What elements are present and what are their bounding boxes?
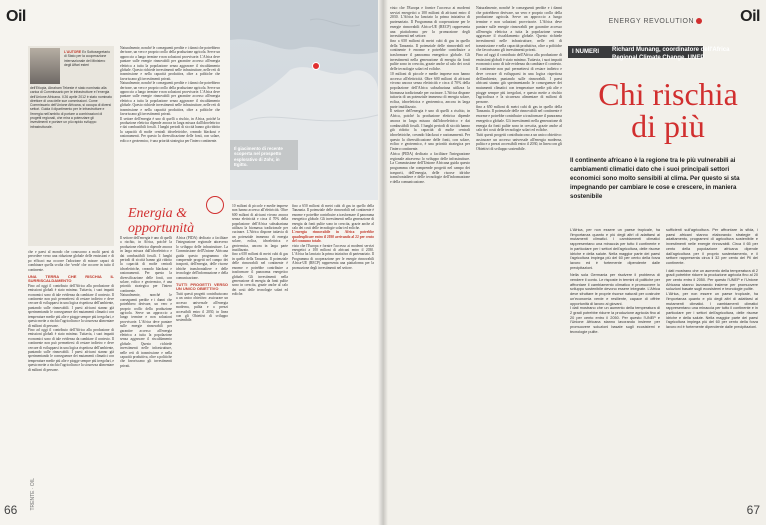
- subhead-obiettivo: TUTTI PROGETTI VERSO UN UNICO OBIETTIVO: [176, 282, 228, 292]
- column-1-intro: che e paesi al mondo che conoscono a molti paesi di precedere verso una riduzione globale delle emissioni e di po efficaci ma occorre l'adozione di misure capaci di combinare quella svolta che 'verde' che occorre in tutto il continente.: [28, 250, 114, 272]
- column-5-body-cont: fino a 650 milioni di metri cubi di gas in quello della Tanzania. Il potenziale delle rinnovabili nel continente è enorme e potrebbe contribuire a trasformare il panorama energetico globale. Gli investimenti nella generazione di energia da fonti pulite sono in crescita, grazie anche al calo dei costi delle tecnologie solari ed eoliche.: [232, 252, 288, 297]
- map-graphic: [230, 0, 378, 200]
- column-2: [120, 46, 220, 143]
- right-page-column-1-cont: fino a 650 milioni di metri cubi di gas in quello della Tanzania. Il potenziale delle rinnovabili nel continente è enorme e potrebbe contribuire a trasformare il panorama energetico globale. Gli investimenti nella generazione di energia da fonti pulite sono in crescita, grazie anche al calo dei costi delle tecnologie solari ed eoliche.: [390, 38, 470, 72]
- article-title-line-2: di più: [631, 108, 705, 144]
- article-lead: Il continente africano è la regione tra le più vulnerabili ai cambiamenti climatici dato che i suoi principali settori economici sono molto sensibili al clima. Per questo si sta impegnando per cambiare le cose e crescere, in maniera sostenibile: [570, 157, 740, 200]
- article-column-2: [666, 228, 758, 330]
- author-photo: [30, 48, 60, 84]
- right-page-column-2-cont2: fino a 650 milioni di metri cubi di gas in quello della Tanzania. Il potenziale delle rinnovabili nel continente è enorme e potrebbe contribuire a trasformare il panorama energetico globale. Gli investimenti nella generazione di energia da fonti pulite sono in crescita, grazie anche al calo dei costi delle tecnologie solari ed eoliche.: [476, 104, 562, 133]
- author-bio-intro: [64, 50, 112, 67]
- column-4-body: Africa (PIDA) dedicato a facilitare l'integrazione regionale attraverso lo sviluppo delle infrastrutture. La Commissione dell'Unione Africana guida questo programma che comprende progetti nel campo dei trasporti, dell'energia, delle risorse idriche transfrontaliere e delle tecnologie dell'informazione e della comunicazione.: [176, 236, 228, 280]
- right-page-column-1-cont3: Il settore dell'energia è uno di quelli a rischio, in Africa, poiché la produzione elettrica dipende ancora in larga misura dall'idroelettrico e dai combustibili fossili. I lunghi periodi di siccità hanno già ridotto la capacità di molte centrali idroelettriche, creando blackout e razionamenti. Per questo la diversificazione delle fonti, con solare, eolico e geotermico, è una priorità strategica per l'intero continente.: [390, 109, 470, 152]
- article-column-1-body3: I dati mostrano che un aumento della temperatura di 2 gradi potrebbe ridurre la produzione agricola fino al 20 per cento entro il 2050. Per questo l'UNEP e l'Unione Africana stanno lavorando insieme per promuovere soluzioni basate sugli ecosistemi e tecnologie pulite.: [570, 306, 660, 334]
- column-4-body2: Tutti questi progetti contribuiscono a un unico obiettivo: assicurare un accesso universale all'energia moderna, pulita e a prezzi accessibili entro il 2030, in linea con gli Obiettivi di sviluppo sostenibile.: [176, 291, 228, 323]
- article-title: [578, 78, 758, 142]
- numbers-banner-label: I NUMERI: [572, 49, 599, 55]
- renewables-highlight: L'energia rinnovabile in Africa potrebbe quadruplicare entro il 2030 arrivando al 22 per cento del consumo totale.: [292, 230, 374, 244]
- energy-title: Energia & opportunità: [128, 206, 195, 236]
- right-page-column-1-cont2: 10 milioni di piccole e medie imprese non hanno accesso all'elettricità. Oltre 600 milioni di africani vivono ancora senza elettricità e circa il 70% della popolazione dell'Africa subsahariana utilizza la biomassa tradizionale per cucinare. L'Africa dispone tuttavia di un potenziale immenso di energia solare, eolica, idroelettrica e geotermica, ancora in larga parte inutilizzato.: [390, 71, 470, 109]
- section-dot-icon: [696, 18, 702, 24]
- article-title-line-1: Chi rischia: [598, 76, 738, 112]
- right-page-column-2-body: Naturalmente, nonché le conseguenti perdite e i danni che potrebbero derivare, un vero e proprio crollo della produzione agricola. Serve un approccio a lungo termine e non soluzioni provvisorie. L'Africa deve puntare sulle energie rinnovabili per garantire accesso all'energia elettrica a tutta la popolazione senza aggravare il riscaldamento globale. Questo richiede investimenti nelle infrastrutture, nelle reti di trasmissione e nella capacità produttiva, oltre a politiche che favoriscano gli investimenti privati.: [476, 6, 562, 53]
- page-number-right: 67: [746, 503, 760, 517]
- right-page-column-2: [476, 6, 562, 152]
- section-label: ENERGY REVOLUTION: [608, 18, 694, 25]
- right-page-column-1: [390, 6, 470, 185]
- right-page-column-2-cont: Fino ad oggi il contributo dell'Africa alla produzione di emissioni globali è stato minimo. Tuttavia, i suoi impatti economici sono di tale evidenza da cambiare il contesto. Il continente non può permettersi di restare indietro e deve cercare di svilupparsi in una logica rispettosa dell'ambiente, puntando sulle rinnovabili. I paesi africani stanno già sperimentando le conseguenze dei mutamenti climatici con temperature medie più alte e piogge sempre più irregolari, e questo mette a rischio l'agricoltura e la sicurezza alimentare di milioni di persone.: [476, 53, 562, 105]
- column-1-body: Fino ad oggi il contributo dell'Africa alla produzione di emissioni globali è stato minimo. Tuttavia, i suoi impatti economici sono di tale evidenza da cambiare il contesto. Il continente non può permettersi di restare indietro e deve cercare di svilupparsi in una logica rispettosa dell'ambiente, puntando sulle rinnovabili. I paesi africani stanno già sperimentando le conseguenze dei mutamenti climatici con temperature medie più alte e piogge sempre più irregolari, e questo mette a rischio l'agricoltura e la sicurezza alimentare di milioni di persone.: [28, 283, 115, 328]
- column-3-body-cont: Naturalmente, nonché le conseguenti perdite e i danni che potrebbero derivare, un vero e proprio crollo della produzione agricola. Serve un approccio a lungo termine e non soluzioni provvisorie. L'Africa deve puntare sulle energie rinnovabili per garantire accesso all'energia elettrica a tutta la popolazione senza aggravare il riscaldamento globale. Questo richiede investimenti nelle infrastrutture, nelle reti di trasmissione e nella capacità produttiva, oltre a politiche che favoriscano gli investimenti privati.: [120, 293, 172, 368]
- article-column-2-body3: L'Africa, per non essere un paese tropicale, ha l'importanza quanto e più degli altri di adattarsi ai mutamenti climatici. I cambiamenti climatici rappresentano una minaccia per tutto il continente e in particolare per i settori dell'agricoltura, delle risorse idriche e della salute. Nella maggior parte dei paesi l'agricoltura impiega più del 60 per cento della forza lavoro ed è fortemente dipendente dalle precipitazioni.: [666, 292, 758, 330]
- subhead-surriscaldamento: UNA TERRA CHE RISCHIA IL SURRISCALDAMENTO: [28, 274, 114, 284]
- numbers-banner-person: Richard Munang, coordinatore dell'Africa Regional Climate Change, UNEP: [612, 47, 730, 61]
- author-label: L'AUTORE: [64, 50, 82, 54]
- column-2-body-cont: Naturalmente, nonché le conseguenti perdite e i danni che potrebbero derivare, un vero e proprio crollo della produzione agricola. Serve un approccio a lungo termine e non soluzioni provvisorie. L'Africa deve puntare sulle energie rinnovabili per garantire accesso all'energia elettrica a tutta la popolazione senza aggravare il riscaldamento globale. Questo richiede investimenti nelle infrastrutture, nelle reti di trasmissione e nella capacità produttiva, oltre a politiche che favoriscano gli investimenti privati.: [120, 81, 220, 117]
- author-bio-body: dell'Etiopia, Abraham Tekeste è stato nominato alla carica di Commissario per le infrastrutture e l'energia dell'Unione Africana. Il 26 aprile 2012 è stato nominato direttore di una delle sue commissioni. Come Commissario dell'Unione Africana, si occupa di diversi settori. Guida il dipartimento per le infrastrutture e l'energia nell'ambito di portare a combinazioni di progetti regionali, che mira a potenziare gli investimenti e portare un più rapido sviluppo infrastrutturale.: [30, 86, 112, 129]
- column-3-body: Il settore dell'energia è uno di quelli a rischio, in Africa, poiché la produzione elettrica dipende ancora in larga misura dall'idroelettrico e dai combustibili fossili. I lunghi periodi di siccità hanno già ridotto la capacità di molte centrali idroelettriche, creando blackout e razionamenti. Per questo la diversificazione delle fonti, con solare, eolico e geotermico, è una priorità strategica per l'intero continente.: [120, 236, 172, 293]
- zohr-pin-icon: [312, 62, 320, 70]
- column-6-body-cont: visto che l'Europa e fornire l'accesso ai moderni servizi energetici a 100 milioni di africani entro il 2030. L'Africa ha lanciato la prima iniziativa di partenariato. Il Programma di cooperazione per le energie rinnovabili Africa-UE (RECP) rappresenta una piattaforma per la promozione degli investimenti nel settore.: [292, 243, 374, 270]
- side-tag: TRENTE · OIL: [30, 478, 36, 511]
- gas-field-map: [230, 0, 378, 200]
- magazine-logo: Oil: [6, 8, 26, 25]
- column-3: [120, 236, 172, 368]
- column-2-body: Naturalmente, nonché le conseguenti perdite e i danni che potrebbero derivare, un vero e proprio crollo della produzione agricola. Serve un approccio a lungo termine e non soluzioni provvisorie. L'Africa deve puntare sulle energie rinnovabili per garantire accesso all'energia elettrica a tutta la popolazione senza aggravare il riscaldamento globale. Questo richiede investimenti nelle infrastrutture, nelle reti di trasmissione e nella capacità produttiva, oltre a politiche che favoriscano gli investimenti privati.: [120, 46, 220, 81]
- article-column-1: [570, 228, 660, 334]
- column-1: [28, 250, 114, 372]
- author-bio-top: Ex Sottosegretario di Stato per la cooperazione internazionale del Ministero degli Affari esteri: [64, 50, 110, 67]
- article-column-1-body2: Nella sola Germania per risolvere il problema di vendere il conto. Le risposte in termini di politiche per affrontare il cambiamento climatico e promuovere lo sviluppo sostenibile devono essere integrate. L'Africa deve sfruttare le proprie risorse naturali per costruire un'economia verde e resiliente, capace di offrire opportunità di lavoro ai giovani.: [570, 273, 660, 306]
- magazine-logo-right: Oil: [740, 8, 760, 25]
- column-6: [292, 204, 374, 270]
- column-5: [232, 204, 288, 297]
- article-column-1-body: L'Africa, per non essere un paese tropicale, ha l'importanza quanto e più degli altri di adattarsi ai mutamenti climatici. I cambiamenti climatici rappresentano una minaccia per tutto il continente e in particolare per i settori dell'agricoltura, delle risorse idriche e della salute. Nella maggior parte dei paesi l'agricoltura impiega più del 60 per cento della forza lavoro ed è fortemente dipendente dalle precipitazioni.: [570, 228, 660, 270]
- article-column-2-body: sufficienti sull'agricoltura. Per affrontare la sfida, i paesi africani stanno elaborando strategie di adattamento, programmi di agricoltura sostenibile e investimenti nelle energie rinnovabili. Circa il 65 per cento della popolazione africana dipende dall'agricoltura per il proprio sostentamento, e il settore rappresenta circa il 32 per cento del Pil del continente.: [666, 228, 758, 265]
- page-number-left: 66: [4, 503, 18, 517]
- column-1-body-cont: Fino ad oggi il contributo dell'Africa alla produzione di emissioni globali è stato minimo. Tuttavia, i suoi impatti economici sono di tale evidenza da cambiare il contesto. Il continente non può permettersi di restare indietro e deve cercare di svilupparsi in una logica rispettosa dell'ambiente, puntando sulle rinnovabili. I paesi africani stanno già sperimentando le conseguenze dei mutamenti climatici con temperature medie più alte e piogge sempre più irregolari, e questo mette a rischio l'agricoltura e la sicurezza alimentare di milioni di persone.: [28, 327, 115, 372]
- column-5-body: 10 milioni di piccole e medie imprese non hanno accesso all'elettricità. Oltre 600 milioni di africani vivono ancora senza elettricità e circa il 70% della popolazione dell'Africa subsahariana utilizza la biomassa tradizionale per cucinare. L'Africa dispone tuttavia di un potenziale immenso di energia solare, eolica, idroelettrica e geotermica, ancora in larga parte inutilizzato.: [232, 204, 288, 253]
- column-2-body-cont2: Il settore dell'energia è uno di quelli a rischio, in Africa, poiché la produzione elettrica dipende ancora in larga misura dall'idroelettrico e dai combustibili fossili. I lunghi periodi di siccità hanno già ridotto la capacità di molte centrali idroelettriche, creando blackout e razionamenti. Per questo la diversificazione delle fonti, con solare, eolico e geotermico, è una priorità strategica per l'intero continente.: [120, 116, 220, 143]
- column-4: [176, 236, 228, 323]
- article-column-2-body2: I dati mostrano che un aumento della temperatura di 2 gradi potrebbe ridurre la produzione agricola fino al 20 per cento entro il 2050. Per questo l'UNEP e l'Unione Africana stanno lavorando insieme per promuovere soluzioni basate sugli ecosistemi e tecnologie pulite.: [666, 268, 758, 292]
- column-6-body: fino a 650 milioni di metri cubi di gas in quello della Tanzania. Il potenziale delle rinnovabili nel continente è enorme e potrebbe contribuire a trasformare il panorama energetico globale. Gli investimenti nella generazione di energia da fonti pulite sono in crescita, grazie anche al calo dei costi delle tecnologie solari ed eoliche.: [292, 204, 374, 231]
- right-page-column-1-cont4: Africa (PIDA) dedicato a facilitare l'integrazione regionale attraverso lo sviluppo delle infrastrutture. La Commissione dell'Unione Africana guida questo programma che comprende progetti nel campo dei trasporti, dell'energia, delle risorse idriche transfrontaliere e delle tecnologie dell'informazione e della comunicazione.: [390, 151, 470, 185]
- page-gutter: [378, 0, 388, 525]
- right-page-column-2-cont3: Tutti questi progetti contribuiscono a un unico obiettivo: assicurare un accesso universale all'energia moderna, pulita e a prezzi accessibili entro il 2030, in linea con gli Obiettivi di sviluppo sostenibile.: [476, 132, 562, 152]
- right-page-column-1-body: visto che l'Europa e fornire l'accesso ai moderni servizi energetici a 100 milioni di africani entro il 2030. L'Africa ha lanciato la prima iniziativa di partenariato. Il Programma di cooperazione per le energie rinnovabili Africa-UE (RECP) rappresenta una piattaforma per la promozione degli investimenti nel settore.: [390, 6, 470, 39]
- map-caption: Il giacimento di recente scoperta nel prospetto esplorativo di Zohr, in Egitto.: [234, 146, 283, 168]
